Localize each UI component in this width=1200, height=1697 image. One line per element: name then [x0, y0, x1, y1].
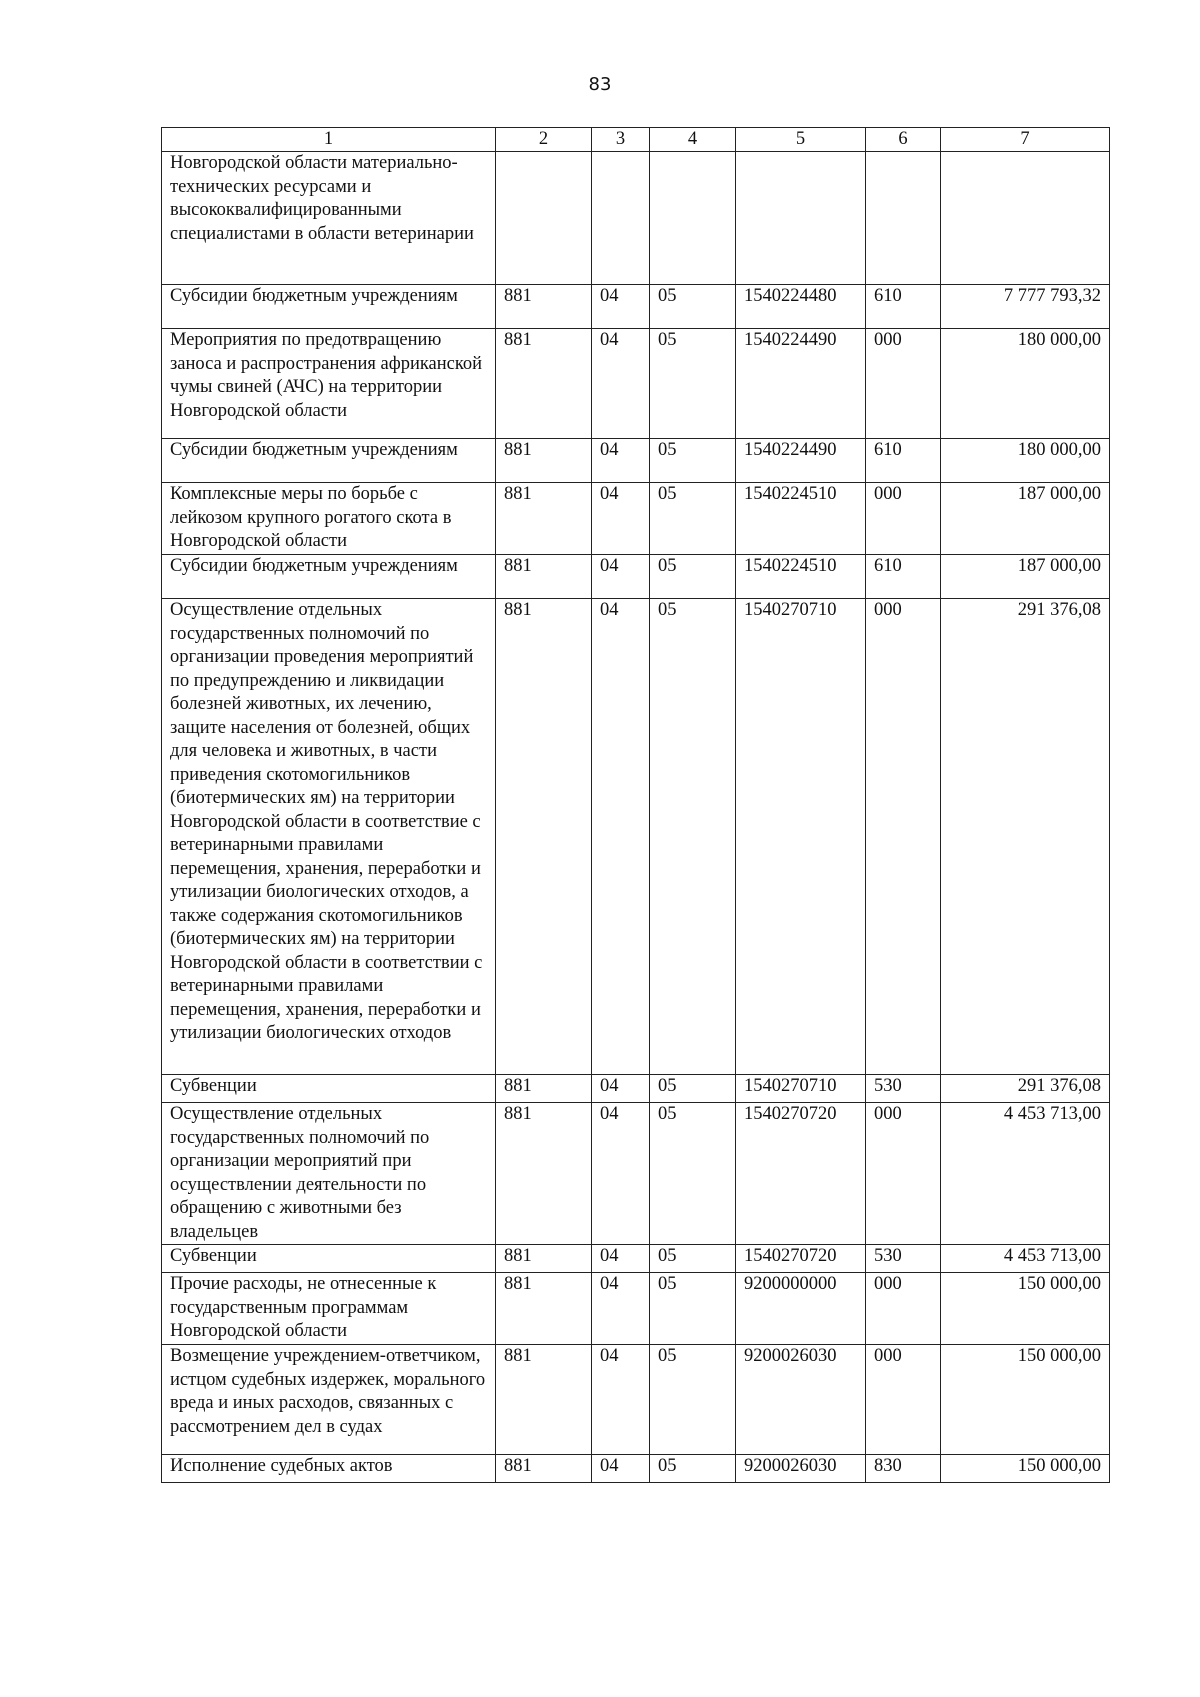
page-number: 83: [588, 74, 612, 95]
cell-ministry-code: 881: [496, 439, 592, 483]
table-row: [162, 1273, 1110, 1345]
cell-expense-type: 000: [866, 329, 941, 439]
cell-amount: 187 000,00: [941, 555, 1110, 599]
cell-amount: 150 000,00: [941, 1273, 1110, 1345]
cell-expense-type: 000: [866, 1345, 941, 1455]
cell-subsection: 05: [650, 285, 736, 329]
cell-target-article: 1540270710: [736, 1075, 866, 1103]
cell-section: 04: [592, 483, 650, 555]
cell-description: Субвенции: [162, 1245, 496, 1273]
cell-section: 04: [592, 1455, 650, 1483]
cell-target-article: 1540224510: [736, 483, 866, 555]
cell-description: Субсидии бюджетным учреждениям: [162, 555, 496, 599]
table-row: [162, 1455, 1110, 1483]
cell-amount: 4 453 713,00: [941, 1245, 1110, 1273]
cell-description: Субвенции: [162, 1075, 496, 1103]
table-row: [162, 1103, 1110, 1245]
table-header-row: [162, 128, 1110, 152]
column-header: 7: [941, 128, 1110, 152]
budget-table: [161, 127, 1110, 1483]
cell-ministry-code: 881: [496, 1245, 592, 1273]
cell-subsection: 05: [650, 329, 736, 439]
cell-target-article: 1540224490: [736, 439, 866, 483]
cell-amount: 291 376,08: [941, 1075, 1110, 1103]
table-row: [162, 439, 1110, 483]
cell-ministry-code: 881: [496, 599, 592, 1075]
table-row: [162, 483, 1110, 555]
cell-ministry-code: 881: [496, 1273, 592, 1345]
cell-subsection: 05: [650, 555, 736, 599]
cell-description: Возмещение учреждением-ответчиком, истцом судебных издержек, морального вреда и иных расходов, связанных с рассмотрением дел в судах: [162, 1345, 496, 1455]
column-header: 1: [162, 128, 496, 152]
cell-expense-type: 610: [866, 285, 941, 329]
cell-subsection: 05: [650, 439, 736, 483]
cell-target-article: 9200026030: [736, 1455, 866, 1483]
table-row: [162, 599, 1110, 1075]
cell-expense-type: 830: [866, 1455, 941, 1483]
table-row: [162, 1075, 1110, 1103]
column-header: 3: [592, 128, 650, 152]
cell-target-article: 1540224510: [736, 555, 866, 599]
cell-target-article: 1540224490: [736, 329, 866, 439]
column-header: 6: [866, 128, 941, 152]
cell-target-article: 1540270710: [736, 599, 866, 1075]
cell-target-article: [736, 152, 866, 285]
cell-subsection: 05: [650, 1345, 736, 1455]
cell-amount: 150 000,00: [941, 1455, 1110, 1483]
table-row: [162, 329, 1110, 439]
cell-target-article: 1540224480: [736, 285, 866, 329]
cell-section: 04: [592, 439, 650, 483]
table-row: [162, 1345, 1110, 1455]
cell-ministry-code: 881: [496, 555, 592, 599]
cell-amount: 180 000,00: [941, 439, 1110, 483]
column-header: 5: [736, 128, 866, 152]
cell-expense-type: 530: [866, 1075, 941, 1103]
cell-section: [592, 152, 650, 285]
cell-subsection: 05: [650, 1103, 736, 1245]
cell-subsection: 05: [650, 1455, 736, 1483]
cell-section: 04: [592, 329, 650, 439]
cell-target-article: 9200026030: [736, 1345, 866, 1455]
cell-description: Прочие расходы, не отнесенные к государственным программам Новгородской области: [162, 1273, 496, 1345]
cell-amount: 4 453 713,00: [941, 1103, 1110, 1245]
cell-ministry-code: 881: [496, 1455, 592, 1483]
table-row: [162, 1245, 1110, 1273]
column-header: 4: [650, 128, 736, 152]
cell-amount: 291 376,08: [941, 599, 1110, 1075]
cell-expense-type: 530: [866, 1245, 941, 1273]
table-row: [162, 285, 1110, 329]
cell-expense-type: 000: [866, 1273, 941, 1345]
cell-ministry-code: [496, 152, 592, 285]
cell-target-article: 1540270720: [736, 1245, 866, 1273]
cell-description: Осуществление отдельных государственных полномочий по организации мероприятий при осуществлении деятельности по обращению с животными без владельцев: [162, 1103, 496, 1245]
column-header: 2: [496, 128, 592, 152]
cell-section: 04: [592, 1075, 650, 1103]
cell-description: Субсидии бюджетным учреждениям: [162, 439, 496, 483]
cell-ministry-code: 881: [496, 1103, 592, 1245]
cell-subsection: [650, 152, 736, 285]
cell-section: 04: [592, 1273, 650, 1345]
cell-section: 04: [592, 1103, 650, 1245]
cell-amount: 150 000,00: [941, 1345, 1110, 1455]
cell-expense-type: 000: [866, 599, 941, 1075]
cell-subsection: 05: [650, 599, 736, 1075]
cell-expense-type: 000: [866, 483, 941, 555]
cell-expense-type: 000: [866, 1103, 941, 1245]
cell-amount: 187 000,00: [941, 483, 1110, 555]
cell-ministry-code: 881: [496, 483, 592, 555]
cell-section: 04: [592, 1345, 650, 1455]
cell-ministry-code: 881: [496, 329, 592, 439]
cell-description: Комплексные меры по борьбе с лейкозом крупного рогатого скота в Новгородской области: [162, 483, 496, 555]
cell-expense-type: 610: [866, 555, 941, 599]
cell-target-article: 9200000000: [736, 1273, 866, 1345]
cell-description: Исполнение судебных актов: [162, 1455, 496, 1483]
cell-expense-type: 610: [866, 439, 941, 483]
cell-subsection: 05: [650, 1245, 736, 1273]
cell-subsection: 05: [650, 1075, 736, 1103]
cell-ministry-code: 881: [496, 1075, 592, 1103]
cell-subsection: 05: [650, 1273, 736, 1345]
cell-ministry-code: 881: [496, 1345, 592, 1455]
cell-section: 04: [592, 555, 650, 599]
cell-description: Субсидии бюджетным учреждениям: [162, 285, 496, 329]
cell-ministry-code: 881: [496, 285, 592, 329]
cell-amount: 180 000,00: [941, 329, 1110, 439]
cell-description: Осуществление отдельных государственных полномочий по организации проведения мероприятий по предупреждению и ликвидации болезней животных, их лечению, защите населения от болезней, общих для человека и животных, в части приведения скотомогильников (биотермических ям) на территории Новгородской области в соответствие с ветеринарными правилами перемещения, хранения, переработки и утилизации биологических отходов, а также содержания скотомогильников (биотермических ям) на территории Новгородской области в соответствии с ветеринарными правилами перемещения, хранения, переработки и утилизации биологических отходов: [162, 599, 496, 1075]
table-row: [162, 555, 1110, 599]
cell-amount: 7 777 793,32: [941, 285, 1110, 329]
cell-section: 04: [592, 599, 650, 1075]
cell-description: Мероприятия по предотвращению заноса и распространения африканской чумы свиней (АЧС) на территории Новгородской области: [162, 329, 496, 439]
cell-expense-type: [866, 152, 941, 285]
table-row: [162, 152, 1110, 285]
cell-subsection: 05: [650, 483, 736, 555]
cell-section: 04: [592, 1245, 650, 1273]
cell-target-article: 1540270720: [736, 1103, 866, 1245]
cell-amount: [941, 152, 1110, 285]
cell-section: 04: [592, 285, 650, 329]
cell-description: Новгородской области материально-технических ресурсами и высококвалифицированными специалистами в области ветеринарии: [162, 152, 496, 285]
